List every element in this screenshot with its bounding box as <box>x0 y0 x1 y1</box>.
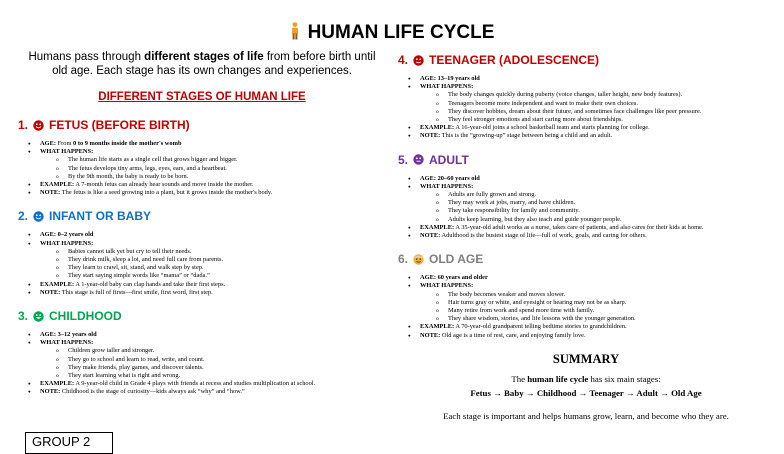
stage-heading: 1. FETUS (BEFORE BIRTH) <box>18 118 190 132</box>
left-column <box>18 50 386 397</box>
what-happens-item: ● WHAT HAPPENS: o Adults are fully grown and strong. o They may work at jobs, marry, and have children. o They take responsibility for family and community. o Adults keep learning, but they also teach and guide younger people. <box>420 183 774 224</box>
list-item: o They make friends, play games, and discover talents. <box>68 364 386 372</box>
what-happens-item: ● WHAT HAPPENS: o Babies cannot talk yet but cry to tell their needs. o They drink milk, sleep a lot, and need full care from parents. o They learn to crawl, sit, stand, and walk step by step. o They start saying simple words like “mama” or “dada.” <box>40 240 386 281</box>
title-text: HUMAN LIFE CYCLE <box>307 22 495 43</box>
note-item: ● NOTE: Old age is a time of rest, care, and enjoying family love. <box>420 332 774 340</box>
list-item: o They take responsibility for family and community. <box>448 207 774 215</box>
age-item: ● AGE: 20–60 years old <box>420 175 774 183</box>
stage-teenager <box>398 53 774 141</box>
stage-adult <box>398 153 774 241</box>
example-item: ● EXAMPLE: A 1-year-old baby can clap hands and take their first steps. <box>40 281 386 289</box>
stage-heading: 2. INFANT OR BABY <box>18 209 152 224</box>
stage-old-age <box>398 252 774 340</box>
list-item: o They discover hobbies, dream about their future, and sometimes face challenges like peer pressure. <box>448 108 774 116</box>
stage-heading: 6. OLD AGE <box>398 252 484 267</box>
what-happens-item: ● WHAT HAPPENS: o The body changes quickly during puberty (voice changes, taller height, new body features). o Teenagers become more independent and want to make their own choices. o They discover hobbies, dream about their future, and sometimes face challenges like peer pressure. o They feel stronger emotions and start caring more about friendships. <box>420 83 774 124</box>
list-item: o The human life starts as a single cell that grows bigger and bigger. <box>68 156 386 164</box>
example-item: ● EXAMPLE: A 16-year-old joins a school basketball team and starts planning for college. <box>420 124 774 132</box>
stage-childhood <box>18 309 386 397</box>
what-happens-item: ● WHAT HAPPENS: o The human life starts as a single cell that grows bigger and bigger. o The fetus develops tiny arms, legs, eyes, ears, and a heartbeat. o By the 9th month, the baby is ready to be born. <box>40 148 386 181</box>
list-item: o They go to school and learn to read, write, and count. <box>68 356 386 364</box>
stage-details <box>18 231 386 297</box>
list-item: o They drink milk, sleep a lot, and need full care from parents. <box>68 256 386 264</box>
list-item: o Hair turns gray or white, and eyesight or hearing may not be as sharp. <box>448 299 774 307</box>
list-item: o Adults keep learning, but they also teach and guide younger people. <box>448 216 774 224</box>
teen-face-icon <box>413 55 424 66</box>
summary-flow: Fetus → Baby → Childhood → Teenager → Adult → Old Age <box>470 387 702 398</box>
age-item: ● AGE: 3–12 years old <box>40 331 386 339</box>
stage-heading: 5. ADULT <box>398 152 469 167</box>
list-item: o They feel stronger emotions and start caring more about friendships. <box>448 116 774 124</box>
age-item: ● AGE: 0–2 years old <box>40 231 386 239</box>
elderly-face-icon <box>413 254 424 265</box>
age-item: ● AGE: 60 years and older <box>420 274 774 282</box>
list-item: o Children grow taller and stronger. <box>68 347 386 355</box>
intro-paragraph: Humans pass through different stages of life from before birth until old age. Each stage has its own changes and experiences. <box>28 51 376 77</box>
note-item: ● NOTE: The fetus is like a seed growing into a plant, but it grows inside the mother's body. <box>40 189 386 197</box>
page-title <box>0 22 784 44</box>
person-standing-icon <box>290 22 300 40</box>
list-item: o They start learning what is right and wrong. <box>68 372 386 380</box>
note-item: ● NOTE: This is the “growing-up” stage between being a child and an adult. <box>420 132 774 140</box>
group-label-box: GROUP 2 <box>25 432 113 454</box>
smiley-icon <box>33 211 44 222</box>
note-item: ● NOTE: This stage is full of firsts—first smile, first word, first step. <box>40 289 386 297</box>
list-item: o Babies cannot talk yet but cry to tell their needs. <box>68 248 386 256</box>
summary-line: The human life cycle has six main stages: <box>511 373 661 384</box>
right-column <box>398 50 774 421</box>
list-item: o The body becomes weaker and moves slower. <box>448 291 774 299</box>
note-item: ● NOTE: Childhood is the stage of curiosity—kids always ask “why” and “how.” <box>40 388 386 396</box>
summary-closing: Each stage is important and helps humans grow, learn, and become who they are. <box>443 410 729 421</box>
list-item: o The body changes quickly during puberty (voice changes, taller height, new body features). <box>448 91 774 99</box>
example-item: ● EXAMPLE: A 7-month fetus can already hear sounds and move inside the mother. <box>40 181 386 189</box>
stage-details <box>398 274 774 340</box>
list-item: o Many retire from work and spend more time with family. <box>448 307 774 315</box>
stage-heading: 4. TEENAGER (ADOLESCENCE) <box>398 53 600 67</box>
list-item: o They may work at jobs, marry, and have children. <box>448 199 774 207</box>
note-item: ● NOTE: Adulthood is the busiest stage of life—full of work, goals, and caring for others. <box>420 232 774 240</box>
summary-title: SUMMARY <box>552 351 620 366</box>
list-item: o By the 9th month, the baby is ready to be born. <box>68 173 386 181</box>
list-item: o They start saying simple words like “mama” or “dada.” <box>68 272 386 280</box>
section-subheading: DIFFERENT STAGES OF HUMAN LIFE <box>98 91 306 103</box>
stage-heading: 3. CHILDHOOD <box>18 309 122 324</box>
list-item: o They learn to crawl, sit, stand, and walk step by step. <box>68 264 386 272</box>
list-item: o The fetus develops tiny arms, legs, eyes, ears, and a heartbeat. <box>68 165 386 173</box>
stage-fetus <box>18 118 386 197</box>
list-item: o They share wisdom, stories, and life lessons with the younger generation. <box>448 315 774 323</box>
stage-infant <box>18 209 386 297</box>
example-item: ● EXAMPLE: A 35-year-old adult works as a nurse, takes care of patients, and also cares for their kids at home. <box>420 224 774 232</box>
list-item: o Adults are fully grown and strong. <box>448 191 774 199</box>
example-item: ● EXAMPLE: A 70-year-old grandparent telling bedtime stories to grandchildren. <box>420 323 774 331</box>
age-item: ● AGE: From 0 to 9 months inside the mother's womb <box>40 140 386 148</box>
adult-face-icon <box>413 154 424 165</box>
what-happens-item: ● WHAT HAPPENS: o The body becomes weaker and moves slower. o Hair turns gray or white, and eyesight or hearing may not be as sharp. o Many retire from work and spend more time with family. o They share wisdom, stories, and life lessons with the younger generation. <box>420 282 774 323</box>
what-happens-item: ● WHAT HAPPENS: o Children grow taller and stronger. o They go to school and learn to read, write, and count. o They make friends, play games, and discover talents. o They start learning what is right and wrong. <box>40 339 386 380</box>
grinning-face-icon <box>33 311 44 322</box>
stage-details <box>398 75 774 141</box>
stage-details <box>18 331 386 397</box>
list-item: o Teenagers become more independent and want to make their own choices. <box>448 100 774 108</box>
age-item: ● AGE: 13–19 years old <box>420 75 774 83</box>
stage-details <box>398 175 774 241</box>
stage-details <box>18 140 386 197</box>
example-item: ● EXAMPLE: A 9-year-old child in Grade 4 plays with friends at recess and studies multiplication at school. <box>40 380 386 388</box>
smiley-icon <box>33 120 44 131</box>
